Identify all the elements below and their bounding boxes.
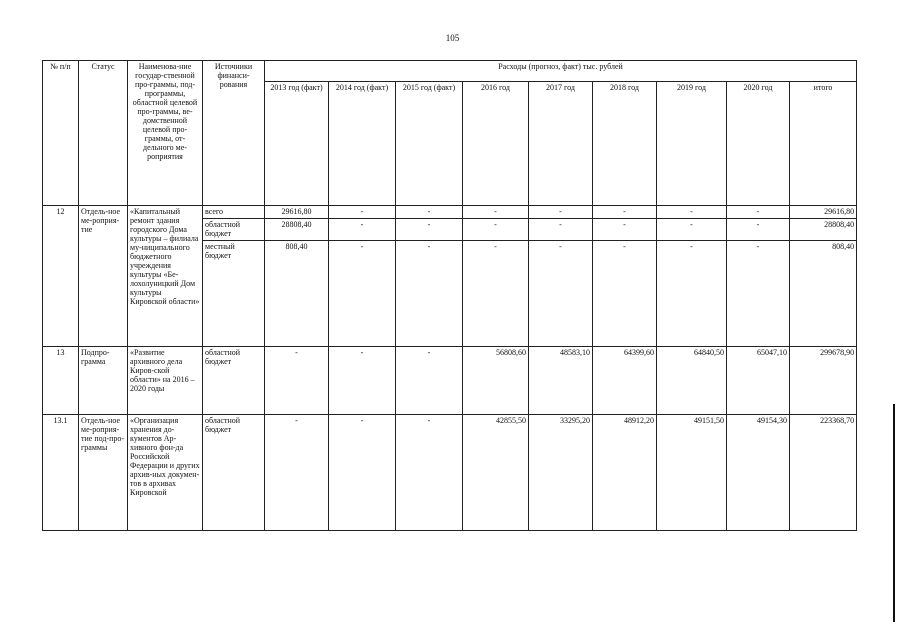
- table-row: [43, 415, 857, 531]
- header-year: 2016 год: [463, 82, 529, 206]
- cell-value: -: [329, 415, 396, 531]
- table-row: [43, 347, 857, 415]
- header-year: 2015 год (факт): [396, 82, 463, 206]
- row-source: областной бюджет: [203, 415, 265, 531]
- cell-value: -: [329, 219, 396, 241]
- row-source: всего: [203, 206, 265, 219]
- cell-value: 33295,20: [529, 415, 593, 531]
- cell-value: -: [529, 219, 593, 241]
- row-source: областной бюджет: [203, 219, 265, 241]
- cell-value: 56808,60: [463, 347, 529, 415]
- row-status: Отдель-ное ме-роприя-тие: [79, 206, 128, 347]
- cell-value: -: [396, 206, 463, 219]
- row-name: «Организация хранения до-кументов Ар-хивного фон-да Российской Федерации и других архив-ных докумен-тов в архивах Кировской: [128, 415, 203, 531]
- cell-value: -: [396, 219, 463, 241]
- row-status: Отдель-ное ме-роприя-тие под-про-граммы: [79, 415, 128, 531]
- cell-value: -: [657, 241, 727, 347]
- header-year: 2019 год: [657, 82, 727, 206]
- header-sources: Источники финанси-рования: [203, 61, 265, 206]
- header-status: Статус: [79, 61, 128, 206]
- cell-value: 48912,20: [593, 415, 657, 531]
- cell-value: 48583,10: [529, 347, 593, 415]
- header-year: 2020 год: [727, 82, 790, 206]
- header-row: [43, 61, 857, 82]
- cell-value: 28808,40: [265, 219, 329, 241]
- cell-value: -: [657, 219, 727, 241]
- cell-value: -: [593, 219, 657, 241]
- cell-value: -: [529, 206, 593, 219]
- cell-value: -: [593, 241, 657, 347]
- row-status: Подпро-грамма: [79, 347, 128, 415]
- budget-table: [42, 60, 857, 531]
- header-expenses: Расходы (прогноз, факт) тыс. рублей: [265, 61, 857, 82]
- cell-total: 223368,70: [790, 415, 857, 531]
- cell-value: -: [657, 206, 727, 219]
- header-year: 2017 год: [529, 82, 593, 206]
- cell-value: 49154,30: [727, 415, 790, 531]
- cell-value: 64840,50: [657, 347, 727, 415]
- page-number: 105: [445, 33, 460, 43]
- cell-value: -: [727, 241, 790, 347]
- row-num: 12: [43, 206, 79, 347]
- cell-total: 29616,80: [790, 206, 857, 219]
- cell-value: -: [265, 347, 329, 415]
- cell-value: -: [396, 347, 463, 415]
- header-num: № п/п: [43, 61, 79, 206]
- header-year: 2013 год (факт): [265, 82, 329, 206]
- cell-value: -: [265, 415, 329, 531]
- cell-value: 29616,80: [265, 206, 329, 219]
- cell-value: -: [593, 206, 657, 219]
- table-row: [43, 206, 857, 219]
- cell-total: 28808,40: [790, 219, 857, 241]
- cell-value: -: [329, 206, 396, 219]
- cell-value: -: [396, 415, 463, 531]
- row-name: «Капитальный ремонт здания городского Дома культуры – филиала му-ниципального бюджетного учреждения культуры «Бе-лохолуницкий Дом культуры Кировской области»: [128, 206, 203, 347]
- header-year: 2014 год (факт): [329, 82, 396, 206]
- cell-value: 65047,10: [727, 347, 790, 415]
- page-edge-rule: [893, 404, 895, 622]
- cell-value: -: [329, 241, 396, 347]
- row-num: 13.1: [43, 415, 79, 531]
- cell-total: 299678,90: [790, 347, 857, 415]
- cell-value: 808,40: [265, 241, 329, 347]
- cell-value: -: [463, 241, 529, 347]
- header-name: Наименова-ние государ-ственной про-граммы, под-программы, областной целевой про-граммы, ве-домственной целевой про-граммы, от-дельного ме-роприятия: [128, 61, 203, 206]
- cell-value: 64399,60: [593, 347, 657, 415]
- cell-value: -: [727, 219, 790, 241]
- cell-value: 42855,50: [463, 415, 529, 531]
- cell-value: -: [727, 206, 790, 219]
- cell-value: -: [396, 241, 463, 347]
- header-year: 2018 год: [593, 82, 657, 206]
- row-source: областной бюджет: [203, 347, 265, 415]
- cell-value: -: [463, 219, 529, 241]
- row-num: 13: [43, 347, 79, 415]
- header-total: итого: [790, 82, 857, 206]
- cell-value: 49151,50: [657, 415, 727, 531]
- cell-total: 808,40: [790, 241, 857, 347]
- row-name: «Развитие архивного дела Киров-ской области» на 2016 – 2020 годы: [128, 347, 203, 415]
- cell-value: -: [529, 241, 593, 347]
- row-source: местный бюджет: [203, 241, 265, 347]
- cell-value: -: [329, 347, 396, 415]
- cell-value: -: [463, 206, 529, 219]
